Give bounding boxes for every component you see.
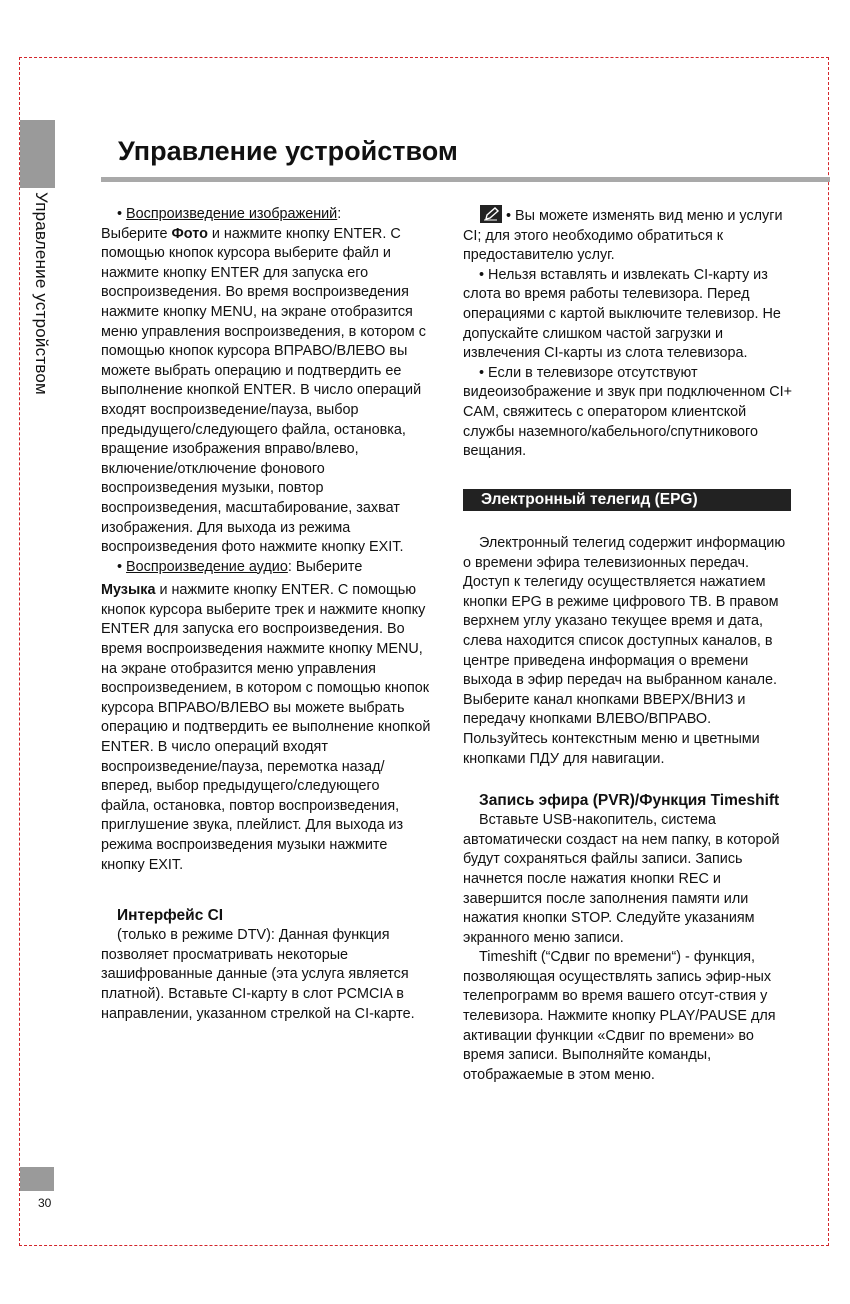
note-3: • Если в телевизоре отсутствуют видеоизображение и звук при подключенном CI+ CAM, свяжитесь с оператором клиентской службы наземного/кабельного/спутникового вещания.	[463, 364, 793, 460]
side-section-label: Управление устройством	[32, 192, 51, 395]
page-title: Управление устройством	[118, 136, 458, 166]
note-pencil-icon	[480, 205, 502, 223]
audio-paragraph-body: Музыка и нажмите кнопку ENTER. С помощью кнопок курсора выберите трек и нажмите кнопку ENTER для запуска его воспроизведения. Во время воспроизведения нажмите кнопку MENU, на экране отобразится меню управления воспроизведением, в котором с помощью кнопок курсора ВПРАВО/ВЛЕВО вы можете выбрать операцию и подтвердить ее выполнение кнопкой ENTER. В число операций входят воспроизведение/пауза, перемотка назад/вперед, выбор предыдущего/следующего файла, остановка, повтор воспроизведения, приглушение звука, плейлист. Для выхода из режима воспроизведения музыки нажмите кнопку EXIT.	[101, 582, 431, 873]
title-rule	[101, 177, 830, 182]
note-1: • Вы можете изменять вид меню и услуги CI; для этого необходимо обратиться к предоставителю услуг.	[463, 205, 793, 266]
epg-text: Электронный телегид содержит информацию о времени эфира телевизионных передач. Доступ к телегиду осуществляется нажатием кнопки EPG в режиме цифрового ТВ. В правом верхнем углу указано текущее время и дата, слева находится список доступных каналов, в центре приведена информация о времени выхода в эфир передач на выбранном канале. Выберите канал кнопками ВВЕРХ/ВНИЗ и передачу кнопками ВЛЕВО/ВПРАВО. Пользуйтесь контекстным меню и цветными кнопками ПДУ для навигации.	[463, 535, 786, 767]
page-number: 30	[38, 1196, 52, 1210]
left-column	[101, 205, 431, 1024]
side-tab-marker	[20, 120, 55, 188]
epg-column	[463, 534, 793, 1085]
pvr-heading: Запись эфира (PVR)/Функция Timeshift	[479, 792, 780, 810]
epg-section-bar: Электронный телегид (EPG)	[463, 489, 791, 511]
right-column	[463, 205, 793, 462]
page-tab-marker	[20, 1167, 54, 1191]
bullet: •	[117, 558, 123, 575]
pvr-text-2: Timeshift (“Сдвиг по времени“) - функция, позволяющая осуществлять запись эфир-ных телепрограмм во время вашего отсут-ствия у телевизора. Нажмите кнопку PLAY/PAUSE для активации функции «Сдвиг по времени» во время записи. Выполняйте команды, отображаемые в этом меню.	[463, 949, 776, 1083]
ci-heading: Интерфейс CI	[117, 907, 224, 925]
note-2: • Нельзя вставлять и извлекать CI-карту из слота во время работы телевизора. Перед операциями с картой выключите телевизор. Не допускайте слишком частой загрузки и извлечения CI-карты из слота телевизора.	[463, 266, 781, 362]
audio-bold-term: Музыка	[101, 582, 156, 599]
photo-bold-term: Фото	[171, 225, 208, 242]
audio-playback-heading: Воспроизведение аудио	[126, 558, 288, 575]
photo-playback-heading: Воспроизведение изображений	[126, 206, 338, 222]
photo-paragraph-body: Выберите Фото и нажмите кнопку ENTER. С помощью кнопок курсора выберите файл и нажмите кнопку ENTER для запуска его воспроизведения. Во время воспроизведения нажмите кнопку MENU, на экране отобразится меню управления воспроизведения, в котором с помощью кнопок курсора ВПРАВО/ВЛЕВО вы можете выбрать операцию и подтвердить ее выполнение кнопкой ENTER. В число операций входят воспроизведение/пауза, выбор предыдущего/следующего файла, остановка, вращение изображения вправо/влево, включение/отключение фонового воспроизведения музыки, повтор воспроизведения, масштабирование, захват изображения. Для выхода из режима воспроизведения фото нажмите кнопку EXIT.	[101, 225, 426, 556]
photo-paragraph-lead: • Воспроизведение изображений:	[117, 206, 342, 222]
ci-text: (только в режиме DTV): Данная функция позволяет просматривать некоторые зашифрованные данные (эта услуга является платной). Вставьте CI-карту в слот PCMCIA в направлении, указанном стрелкой на CI-карте.	[101, 927, 415, 1022]
audio-paragraph-lead: • Воспроизведение аудио: Выберите	[117, 558, 363, 575]
pvr-text-1: Вставьте USB-накопитель, система автоматически создаст на нем папку, в которой будут сохраняться файлы записи. Запись начнется после нажатия кнопки REC и завершится после заполнения памяти или нажатия кнопки STOP. Следуйте указаниям экранного меню записи.	[463, 812, 780, 946]
bullet: •	[117, 206, 123, 222]
